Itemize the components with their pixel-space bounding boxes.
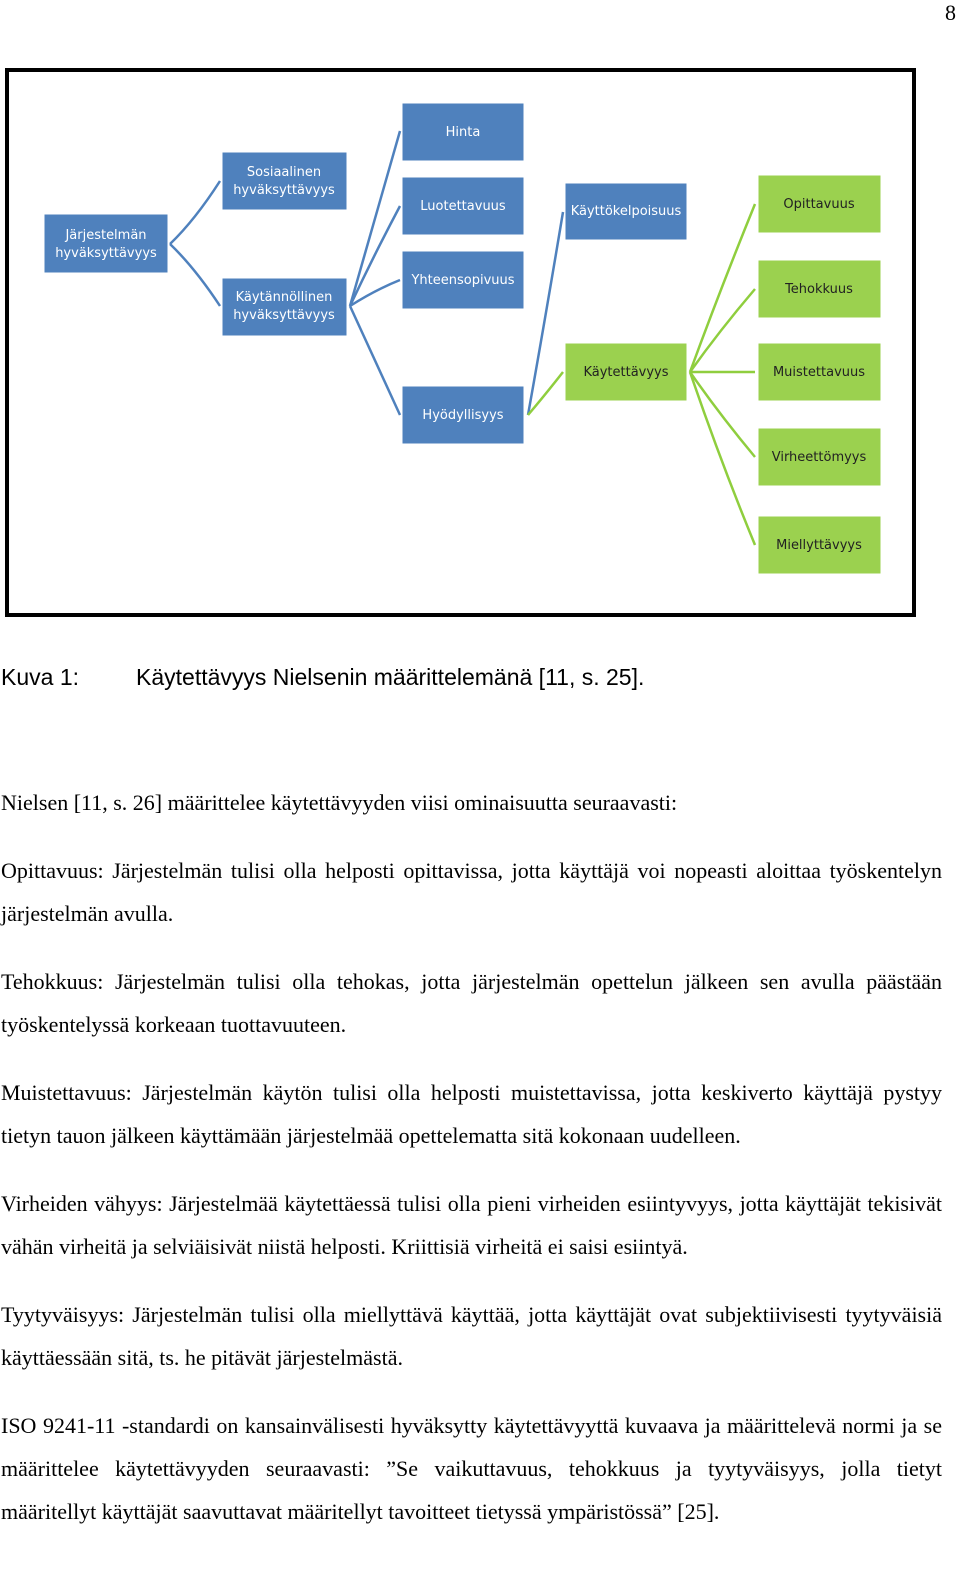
svg-text:Tehokkuus: Tehokkuus — [785, 282, 853, 297]
page-number: 8 — [945, 0, 956, 25]
svg-text:Käytännöllinen: Käytännöllinen — [235, 290, 333, 305]
figure-caption — [1, 664, 644, 691]
svg-text:hyväksyttävyys: hyväksyttävyys — [233, 183, 335, 198]
node-hinta — [402, 103, 524, 161]
node-tehokkuus — [758, 260, 881, 318]
efficiency-paragraph: Tehokkuus: Järjestelmän tulisi olla tehokas, jotta järjestelmän opettelun jälkeen sen avulla päästään työskentelyssä korkeaan tuottavuuteen. — [1, 969, 942, 1037]
node-miellyttavyys — [758, 516, 881, 574]
svg-text:Yhteensopivuus: Yhteensopivuus — [411, 273, 515, 288]
node-sosiaalinen-hyvaksyttavyys — [222, 152, 347, 210]
svg-text:Opittavuus: Opittavuus — [783, 197, 855, 212]
node-muistettavuus — [758, 343, 881, 401]
intro-paragraph: Nielsen [11, s. 26] määrittelee käytettävyyden viisi ominaisuutta seuraavasti: — [1, 790, 678, 815]
node-kaytettavyys — [565, 343, 687, 401]
node-luotettavuus — [402, 177, 524, 235]
svg-text:Käyttökelpoisuus: Käyttökelpoisuus — [570, 204, 682, 219]
svg-text:Järjestelmän: Järjestelmän — [65, 228, 147, 243]
svg-text:Luotettavuus: Luotettavuus — [420, 199, 506, 214]
iso-paragraph: ISO 9241-11 -standardi on kansainvälisesti hyväksytty käytettävyyttä kuvaava ja määrittelevä normi ja se määrittelee käytettävyyden seuraavasti: ”Se vaikuttavuus, tehokkuus ja tyytyväisyys, jolla tietyt määritellyt käyttäjät saavuttavat määritellyt tavoitteet tietyssä ympäristössä” [25]. — [1, 1413, 942, 1524]
node-kayttokelpoisuus — [565, 183, 687, 240]
learnability-paragraph: Opittavuus: Järjestelmän tulisi olla helposti opittavissa, jotta käyttäjä voi nopeasti aloittaa työskentelyn järjestelmän avulla. — [1, 858, 942, 926]
svg-text:hyväksyttävyys: hyväksyttävyys — [55, 246, 157, 261]
caption-label: Kuva 1: — [1, 664, 79, 690]
svg-text:Hinta: Hinta — [445, 125, 481, 140]
node-opittavuus — [758, 175, 881, 233]
node-jarjestelman-hyvaksyttavyys — [44, 214, 168, 273]
node-hyodyllisyys — [402, 386, 524, 444]
node-kaytannollinen-hyvaksyttavyys — [222, 278, 347, 336]
svg-text:Hyödyllisyys: Hyödyllisyys — [422, 408, 504, 423]
svg-text:Käytettävyys: Käytettävyys — [583, 365, 669, 380]
satisfaction-paragraph: Tyytyväisyys: Järjestelmän tulisi olla miellyttävä käyttää, jotta käyttäjät ovat subjektiivisesti tyytyväisiä käyttäessään sitä, ts. he pitävät järjestelmästä. — [1, 1302, 942, 1370]
node-virheettomyys — [758, 428, 881, 486]
usability-diagram — [0, 0, 960, 640]
svg-text:hyväksyttävyys: hyväksyttävyys — [233, 308, 335, 323]
caption-text: Käytettävyys Nielsenin määrittelemänä [11, s. 25]. — [136, 664, 645, 690]
errors-paragraph: Virheiden vähyys: Järjestelmää käytettäessä tulisi olla pieni virheiden esiintyvyys, jotta käyttäjät tekisivät vähän virheitä ja selviäisivät niistä helposti. Kriittisiä virheitä ei saisi esiintyä. — [1, 1191, 942, 1259]
node-yhteensopivuus — [402, 251, 524, 309]
svg-text:Virheettömyys: Virheettömyys — [771, 450, 867, 465]
svg-text:Miellyttävyys: Miellyttävyys — [776, 538, 862, 553]
memorability-paragraph: Muistettavuus: Järjestelmän käytön tulisi olla helposti muistettavissa, jotta keskiverto käyttäjä pystyy tietyn tauon jälkeen käyttämään järjestelmää opettelematta sitä kokonaan uudelleen. — [1, 1080, 942, 1148]
svg-text:Sosiaalinen: Sosiaalinen — [246, 165, 322, 180]
svg-text:Muistettavuus: Muistettavuus — [772, 365, 866, 380]
